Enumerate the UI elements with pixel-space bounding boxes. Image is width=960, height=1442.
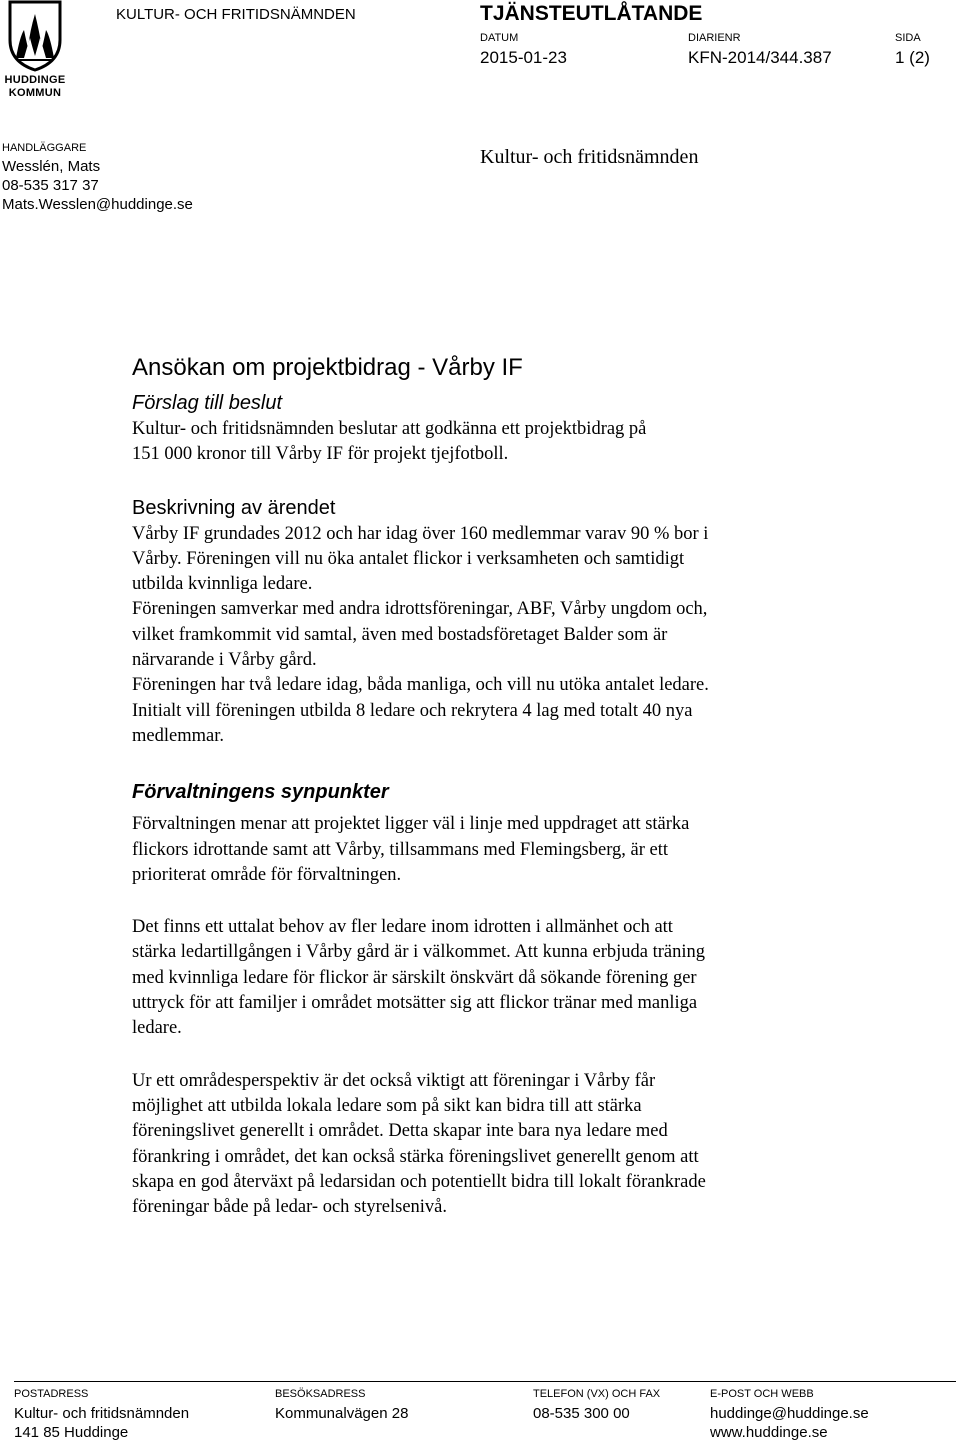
beskrivning-line: Initialt vill föreningen utbilda 8 ledare och rekrytera 4 lag med totalt 40 nya	[132, 700, 693, 721]
beskrivning-line: utbilda kvinnliga ledare.	[132, 574, 313, 595]
synpunkter-line: möjlighet att utbilda lokala ledare som på sikt kan bidra till att stärka	[132, 1095, 642, 1116]
epost-line1[interactable]: huddinge@huddinge.se	[710, 1405, 869, 1422]
synpunkter-line: förankring i området, det kan också stärka föreningslivet generellt genom att	[132, 1146, 699, 1167]
synpunkter-line: föreningar både på ledar- och styrelsenivå.	[132, 1197, 448, 1218]
document-type: TJÄNSTEUTLÅTANDE	[480, 2, 703, 25]
department-name: KULTUR- OCH FRITIDSNÄMNDEN	[116, 6, 356, 23]
sida-label: SIDA	[895, 32, 921, 44]
telefon-label: TELEFON (VX) OCH FAX	[533, 1388, 661, 1400]
huddinge-flame-shield-icon	[4, 0, 66, 72]
logo-text-line2: KOMMUN	[8, 87, 62, 99]
beskrivning-heading: Beskrivning av ärendet	[132, 496, 336, 519]
beskrivning-line: Föreningen har två ledare idag, båda manliga, och vill nu utöka antalet ledare.	[132, 675, 709, 696]
telefon-line1: 08-535 300 00	[533, 1405, 630, 1422]
besoksadress-line1: Kommunalvägen 28	[275, 1405, 409, 1422]
synpunkter-line: flickors idrottande samt att Vårby, tillsammans med Flemingsberg, är ett	[132, 839, 669, 860]
datum-value: 2015-01-23	[480, 48, 567, 67]
beskrivning-text	[132, 522, 832, 750]
diarienr-value: KFN-2014/344.387	[688, 48, 832, 67]
sida-value: 1 (2)	[895, 48, 930, 67]
synpunkter-line: stärka ledartillgången i Vårby gård är i välkommet. Att kunna erbjuda träning	[132, 942, 705, 963]
synpunkter-line: prioriterat område för förvaltningen.	[132, 864, 402, 885]
handlaggare-phone: 08-535 317 37	[2, 177, 99, 194]
synpunkter-line: Förvaltningen menar att projektet ligger väl i linje med uppdraget att stärka	[132, 814, 690, 835]
synpunkter-line: med kvinnliga ledare för flickor är särskilt önskvärt då sökande förening ger	[132, 967, 697, 988]
forslag-heading: Förslag till beslut	[132, 392, 283, 414]
document-body	[132, 352, 832, 1220]
synpunkter-line: ledare.	[132, 1018, 182, 1039]
datum-label: DATUM	[480, 32, 519, 44]
synpunkter-line: skapa en god återväxt på ledarsidan och potentiellt bidra till lokalt förankrade	[132, 1171, 706, 1192]
logo-text-line1: HUDDINGE	[4, 74, 66, 86]
huddinge-logo	[4, 0, 66, 102]
synpunkter-line: föreningslivet generellt i området. Detta skapar inte bara nya ledare med	[132, 1121, 668, 1142]
postadress-line1: Kultur- och fritidsnämnden	[14, 1405, 190, 1422]
recipient: Kultur- och fritidsnämnden	[480, 146, 699, 168]
postadress-label: POSTADRESS	[14, 1388, 89, 1400]
beskrivning-line: medlemmar.	[132, 725, 224, 746]
synpunkter-line: Det finns ett uttalat behov av fler ledare inom idrotten i allmänhet och att	[132, 917, 673, 938]
forslag-line: Kultur- och fritidsnämnden beslutar att godkänna ett projektbidrag på	[132, 419, 647, 439]
footer-divider	[14, 1381, 956, 1382]
synpunkter-line: Ur ett områdesperspektiv är det också viktigt att föreningar i Vårby får	[132, 1070, 656, 1091]
postadress-line2: 141 85 Huddinge	[14, 1424, 129, 1441]
synpunkter-heading: Förvaltningens synpunkter	[132, 781, 389, 804]
beskrivning-line: Vårby. Föreningen vill nu öka antalet flickor i verksamheten och samtidigt	[132, 548, 685, 569]
synpunkter-paragraph-1	[132, 812, 832, 888]
beskrivning-line: närvarande i Vårby gård.	[132, 650, 317, 671]
beskrivning-line: Vårby IF grundades 2012 och har idag över 160 medlemmar varav 90 % bor i	[132, 523, 709, 544]
beskrivning-line: Föreningen samverkar med andra idrottsföreningar, ABF, Vårby ungdom och,	[132, 599, 708, 620]
diarienr-label: DIARIENR	[688, 32, 741, 44]
handlaggare-name: Wesslén, Mats	[2, 158, 101, 175]
webb-line2[interactable]: www.huddinge.se	[710, 1424, 828, 1441]
document-title: Ansökan om projektbidrag - Vårby IF	[132, 354, 523, 381]
handlaggare-email: Mats.Wesslen@huddinge.se	[2, 196, 193, 213]
beskrivning-line: vilket framkommit vid samtal, även med bostadsföretaget Balder som är	[132, 624, 668, 645]
synpunkter-paragraph-3	[132, 1069, 832, 1221]
synpunkter-paragraph-2	[132, 915, 832, 1041]
forslag-line: 151 000 kronor till Vårby IF för projekt tjejfotboll.	[132, 444, 509, 465]
handlaggare-label: HANDLÄGGARE	[2, 142, 87, 154]
synpunkter-line: uttryck för att familjer i området motsätter sig att flickor tränar med manliga	[132, 993, 698, 1014]
besoksadress-label: BESÖKSADRESS	[275, 1388, 366, 1400]
epost-label: E-POST OCH WEBB	[710, 1388, 814, 1400]
forslag-text	[132, 417, 832, 468]
